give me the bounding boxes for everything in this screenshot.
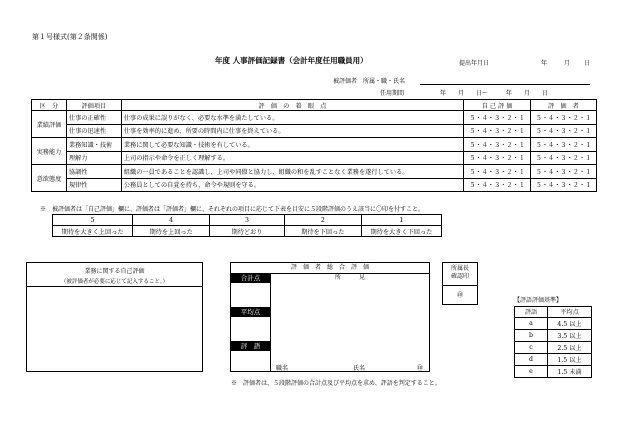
evaluator-scale[interactable]: ５・４・３・２・１: [531, 124, 597, 138]
evaluator-seal: ㊞: [417, 365, 424, 372]
criteria-header-grade: 評語: [515, 307, 548, 318]
criteria-grade: a: [515, 317, 548, 329]
table-row: [515, 365, 592, 377]
dept-head-header: [443, 263, 477, 286]
criteria-header-average: 平均点: [548, 307, 592, 318]
criteria-average: 1.5 以上: [548, 353, 592, 365]
scale-number: 4: [133, 215, 210, 226]
page-title: 年度 人事評価記録書（会計年度任用職員用）: [215, 56, 368, 65]
table-row: [515, 329, 592, 341]
dept-head-label: 所属長確認印: [450, 265, 469, 280]
form-number: 第１号様式(第２条関係): [32, 33, 108, 41]
opinion-field[interactable]: [270, 283, 429, 371]
name-field-label: 氏名: [353, 365, 366, 372]
item-cell: 業務知識・技術: [66, 138, 121, 152]
self-eval-scale[interactable]: ５・４・３・２・１: [464, 178, 531, 192]
table-row: [32, 165, 597, 179]
point-cell: 公務員としての自覚を持ち、命令や規則を守る。: [121, 178, 463, 192]
scale-number: 3: [210, 215, 285, 226]
category-cell: 意欲態度: [32, 165, 67, 192]
table-row: [32, 178, 597, 192]
header-evaluator: 評 価 者: [531, 100, 597, 111]
self-eval-scale[interactable]: ５・４・３・２・１: [464, 165, 531, 179]
criteria-grade: e: [515, 365, 548, 377]
table-row: [32, 151, 597, 165]
scale-label: 期待を大きく下回った: [361, 226, 441, 237]
self-eval-subtitle: （被評価者が必要に応じて記入すること。）: [60, 279, 169, 285]
scale-label: 期待を上回った: [133, 226, 210, 237]
point-cell: 組織の一員であることを認識し、上司や同僚と協力し、組織の和を乱すことなく業務を遂行している。: [121, 165, 463, 179]
criteria-grade: b: [515, 329, 548, 341]
scale-number-row: [53, 215, 442, 226]
self-eval-scale[interactable]: ５・４・３・２・１: [464, 151, 531, 165]
evaluator-scale[interactable]: ５・４・３・２・１: [531, 111, 597, 125]
item-cell: 理解力: [66, 151, 121, 165]
period-label: 任用期間: [380, 90, 405, 97]
category-cell: 実務能力: [32, 138, 67, 165]
submit-date-label: 提出年月日: [459, 60, 490, 67]
evaluatee-line[interactable]: [420, 84, 590, 85]
evaluatee-label: 被評価者 所属・職・氏名: [333, 78, 406, 85]
criteria-table: [514, 306, 592, 378]
point-cell: 仕事の成果に誤りがなく、必要な水準を満たしている。: [121, 111, 463, 125]
self-eval-box[interactable]: [26, 262, 203, 372]
point-cell: 仕事を効率的に進め、所要の時間内に仕事を終えている。: [121, 124, 463, 138]
criteria-average: 1.5 未満: [548, 365, 592, 377]
evaluator-scale[interactable]: ５・４・３・２・１: [531, 151, 597, 165]
criteria-average: 3.5 以上: [548, 329, 592, 341]
self-eval-title: 業務に関する自己評価: [84, 268, 145, 275]
point-cell: 上司の指示や命令を正しく理解する。: [121, 151, 463, 165]
scale-number: 1: [361, 215, 441, 226]
criteria-average: 4.5 以上: [548, 317, 592, 329]
criteria-title: 【評語評価基準】: [514, 297, 563, 304]
note-evaluator: ※ 評価者は、５段階評価の合計点及び平均点を求め、評語を判定すること。: [231, 380, 441, 387]
self-eval-scale[interactable]: ５・４・３・２・１: [464, 124, 531, 138]
submit-year: 年: [541, 60, 548, 67]
evaluation-table: [31, 99, 597, 192]
average-score-field[interactable]: [231, 317, 270, 342]
scale-table: [52, 214, 442, 237]
table-row: [32, 138, 597, 152]
submit-day: 日: [584, 60, 591, 67]
item-cell: 仕事の迅速性: [66, 124, 121, 138]
category-cell: 業績評価: [32, 111, 67, 138]
criteria-grade: d: [515, 353, 548, 365]
average-label: 平均点: [231, 307, 270, 317]
overall-eval-box: [230, 262, 430, 372]
scale-label: 期待どおり: [210, 226, 285, 237]
total-score-field[interactable]: [231, 283, 270, 308]
table-row: [515, 341, 592, 353]
self-eval-header: [27, 263, 202, 287]
dept-head-box[interactable]: [442, 262, 478, 305]
evaluator-scale[interactable]: ５・４・３・２・１: [531, 138, 597, 152]
scale-label: 期待を下回った: [284, 226, 361, 237]
submit-month: 月: [564, 60, 571, 67]
title-field-label: 職名: [276, 365, 289, 372]
item-cell: 仕事の正確性: [66, 111, 121, 125]
self-eval-scale[interactable]: ５・４・３・２・１: [464, 138, 531, 152]
table-row: [32, 111, 597, 125]
scale-label-row: [53, 226, 442, 237]
self-eval-scale[interactable]: ５・４・３・２・１: [464, 111, 531, 125]
period-text: 年 月 日〜 年 月 日: [440, 90, 549, 97]
point-cell: 業務に関して必要な知識・技術を有している。: [121, 138, 463, 152]
evaluator-scale[interactable]: ５・４・３・２・１: [531, 165, 597, 179]
item-cell: 規律性: [66, 178, 121, 192]
header-item: 評価項目: [66, 100, 121, 111]
evaluator-scale[interactable]: ５・４・３・２・１: [531, 178, 597, 192]
total-label: 合計点: [231, 273, 270, 283]
grade-label: 評 語: [231, 341, 270, 351]
scale-label: 期待を大きく上回った: [53, 226, 133, 237]
criteria-header-row: [515, 307, 592, 318]
criteria-grade: c: [515, 341, 548, 353]
table-row: [515, 317, 592, 329]
table-header-row: [32, 100, 597, 111]
overall-header: 評 価 者 総 合 評 価: [231, 263, 429, 274]
header-point: 評 価 の 着 眼 点: [121, 100, 463, 111]
table-row: [32, 124, 597, 138]
note-self-eval: ※ 被評価者は「自己評価」欄に、評価者は「評価者」欄に、それぞれの項目に応じて下表を目安に５段階評価のうえ該当に〇印を付すこと。: [40, 206, 425, 213]
item-cell: 協調性: [66, 165, 121, 179]
opinion-label: 所 見: [270, 273, 429, 283]
header-self-eval: 自 己 評 価: [464, 100, 531, 111]
scale-number: 2: [284, 215, 361, 226]
criteria-average: 2.5 以上: [548, 341, 592, 353]
header-category: 区 分: [32, 100, 67, 111]
dept-head-seal: ㊞: [456, 292, 463, 299]
scale-number: 5: [53, 215, 133, 226]
table-row: [515, 353, 592, 365]
